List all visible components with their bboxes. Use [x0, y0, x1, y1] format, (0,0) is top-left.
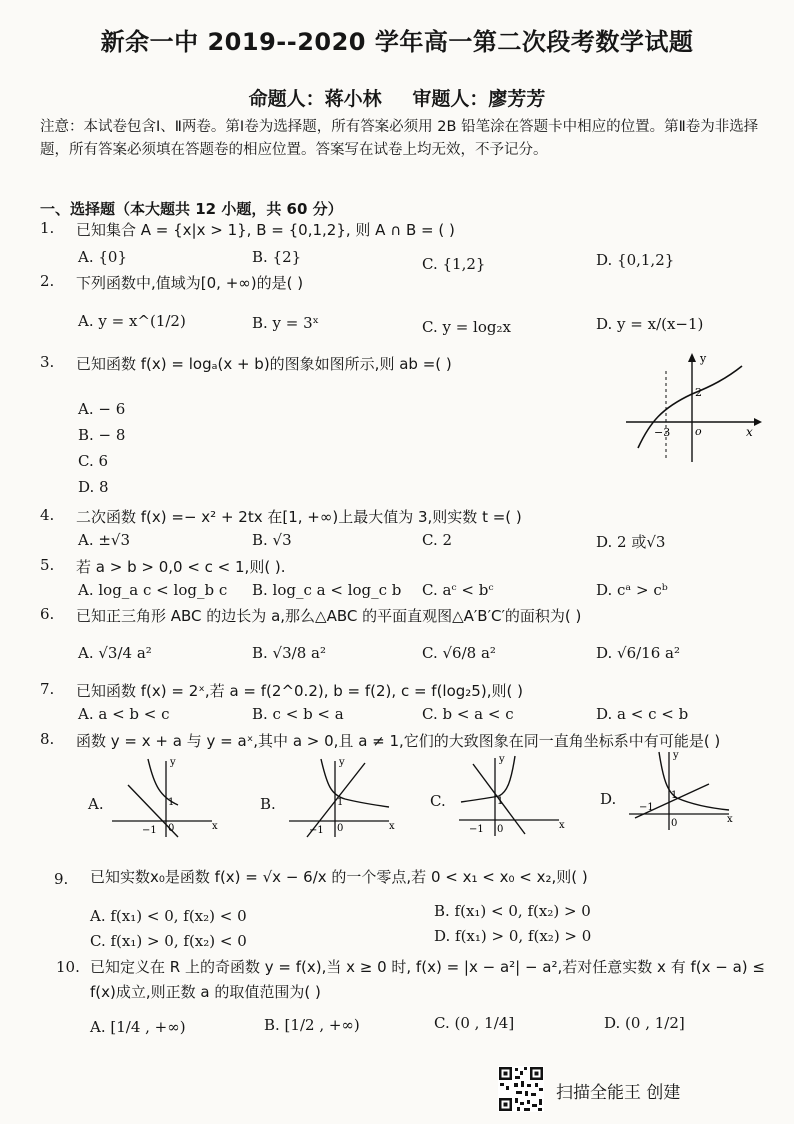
- option-b: B. {2}: [252, 248, 302, 266]
- question-text: 已知函数 f(x) = 2ˣ,若 a = f(2^0.2), b = f(2), c = f(log₂5),则( ): [76, 682, 523, 700]
- option-b: B. [1/2 , +∞): [264, 1016, 360, 1034]
- x-label: x: [559, 820, 565, 831]
- authors-line: [0, 84, 794, 111]
- option-a: A. a < b < c: [78, 705, 170, 723]
- option-d: D.: [600, 790, 617, 808]
- option-b: B. √3: [252, 531, 292, 549]
- y-label: y: [700, 352, 707, 365]
- exp-curve: [461, 756, 515, 802]
- question-text: 二次函数 f(x) =− x² + 2tx 在[1, +∞)上最大值为 3,则实数 t =( ): [76, 508, 522, 526]
- neg1-label: −1: [639, 802, 654, 813]
- y-label: y: [339, 757, 345, 768]
- reviewer: 审题人：廖芳芳: [412, 88, 546, 110]
- question-number: 3.: [40, 353, 55, 371]
- x-label: x: [727, 814, 733, 825]
- option-a: A. − 6: [78, 400, 126, 418]
- origin-label: 0: [497, 824, 504, 835]
- section-heading: 一、选择题（本大题共 12 小题，共 60 分）: [40, 200, 343, 218]
- neg1-label: −1: [469, 824, 484, 835]
- option-c: C. b < a < c: [422, 705, 514, 723]
- question-text: 已知正三角形 ABC 的边长为 a,那么△ABC 的平面直观图△A′B′C′的面积为( ): [76, 607, 582, 625]
- question-text: 若 a > b > 0,0 < c < 1,则( ).: [76, 558, 286, 576]
- option-a: A. ±√3: [78, 531, 131, 549]
- option-b: B. log_c a < log_c b: [252, 581, 402, 599]
- graph-b: [285, 755, 397, 840]
- question-text-line2: f(x)成立,则正数 a 的取值范围为( ): [90, 983, 321, 1001]
- question-text-line1: 已知定义在 R 上的奇函数 y = f(x),当 x ≥ 0 时, f(x) = |x − a²| − a²,若对任意实数 x 有 f(x − a) ≤: [90, 958, 765, 976]
- log-function-graph: [622, 350, 762, 465]
- option-a: A. [1/4 , +∞): [90, 1018, 186, 1036]
- option-a: A. f(x₁) < 0, f(x₂) < 0: [90, 907, 247, 925]
- question-text: 已知实数x₀是函数 f(x) = √x − 6/x 的一个零点,若 0 < x₁ < x₀ < x₂,则( ): [90, 868, 588, 886]
- option-a: A.: [88, 795, 104, 813]
- option-c: C. √6/8 a²: [422, 644, 496, 662]
- origin-label: 0: [671, 818, 678, 829]
- y-label: y: [673, 750, 679, 761]
- option-b: B. √3/8 a²: [252, 644, 326, 662]
- one-label: 1: [497, 796, 504, 807]
- option-d: D. a < c < b: [596, 705, 689, 723]
- one-label: 1: [168, 797, 175, 808]
- option-b: B. − 8: [78, 426, 126, 444]
- graph-c: [455, 752, 567, 837]
- option-d: D. √6/16 a²: [596, 644, 680, 662]
- y-intercept-label: 2: [695, 386, 702, 399]
- option-c: C. 2: [422, 531, 453, 549]
- graph-d: [625, 748, 737, 833]
- one-label: 1: [671, 790, 678, 801]
- x-label: x: [746, 425, 753, 439]
- origin-label: 0: [337, 823, 344, 834]
- exam-notice: 注意：本试卷包含Ⅰ、Ⅱ两卷。第Ⅰ卷为选择题，所有答案必须用 2B 铅笔涂在答题卡中相应的位置。第Ⅱ卷为非选择题，所有答案必须填在答题卷的相应位置。答案写在试卷上均无效，不予记分。: [40, 119, 759, 158]
- option-c: C.: [430, 792, 446, 810]
- graph-a: [108, 755, 220, 840]
- x-label: x: [212, 821, 218, 832]
- exp-curve: [321, 759, 389, 807]
- y-label: y: [170, 757, 176, 768]
- x-tick-label: −3: [654, 426, 671, 439]
- question-number: 9.: [54, 870, 69, 888]
- option-c: C. f(x₁) > 0, f(x₂) < 0: [90, 932, 247, 950]
- option-b: B. f(x₁) < 0, f(x₂) > 0: [434, 902, 591, 920]
- question-number: 1.: [40, 219, 55, 237]
- option-b: B. c < b < a: [252, 705, 344, 723]
- option-d: D. 8: [78, 478, 109, 496]
- one-label: 1: [337, 797, 344, 808]
- option-d: D. f(x₁) > 0, f(x₂) > 0: [434, 927, 592, 945]
- option-d: D. cᵃ > cᵇ: [596, 581, 668, 599]
- option-a: A. √3/4 a²: [78, 644, 152, 662]
- option-a: A. log_a c < log_b c: [78, 581, 228, 599]
- setter: 命题人：蒋小林: [248, 88, 382, 110]
- x-label: x: [389, 821, 395, 832]
- qr-code-icon: [498, 1066, 544, 1112]
- option-c: C. y = log₂x: [422, 318, 511, 336]
- option-a: A. y = x^(1/2): [78, 312, 186, 330]
- option-b: B.: [260, 795, 276, 813]
- origin-label: 0: [168, 823, 175, 834]
- option-d: D. 2 或√3: [596, 533, 666, 551]
- question-number: 2.: [40, 272, 55, 290]
- option-d: D. (0 , 1/2]: [604, 1014, 685, 1032]
- y-axis-arrow: [688, 353, 696, 362]
- option-a: A. {0}: [78, 248, 127, 266]
- question-text: 已知集合 A = {x|x > 1}, B = {0,1,2}, 则 A ∩ B = ( ): [76, 221, 455, 239]
- scanner-watermark: 扫描全能王 创建: [556, 1083, 681, 1103]
- question-number: 5.: [40, 556, 55, 574]
- neg1-label: −1: [142, 825, 157, 836]
- option-c: C. 6: [78, 452, 109, 470]
- question-text: 函数 y = x + a 与 y = aˣ,其中 a > 0,且 a ≠ 1,它们的大致图象在同一直角坐标系中有可能是( ): [76, 732, 721, 750]
- exam-title: 新余一中 2019--2020 学年高一第二次段考数学试题: [100, 28, 694, 56]
- option-c: C. {1,2}: [422, 255, 486, 273]
- question-text: 下列函数中,值域为[0, +∞)的是( ): [76, 274, 304, 292]
- y-label: y: [499, 754, 505, 765]
- option-d: D. {0,1,2}: [596, 251, 675, 269]
- option-d: D. y = x/(x−1): [596, 315, 704, 333]
- question-number: 7.: [40, 680, 55, 698]
- option-c: C. (0 , 1/4]: [434, 1014, 515, 1032]
- question-number: 8.: [40, 730, 55, 748]
- neg1-label: −1: [309, 825, 324, 836]
- question-text: 已知函数 f(x) = logₐ(x + b)的图象如图所示,则 ab =( ): [76, 355, 452, 373]
- question-number: 4.: [40, 506, 55, 524]
- question-number: 6.: [40, 605, 55, 623]
- question-number: 10.: [56, 958, 80, 976]
- option-b: B. y = 3ˣ: [252, 314, 320, 332]
- option-c: C. aᶜ < bᶜ: [422, 581, 494, 599]
- origin-label: o: [695, 425, 702, 438]
- x-axis-arrow: [754, 418, 762, 426]
